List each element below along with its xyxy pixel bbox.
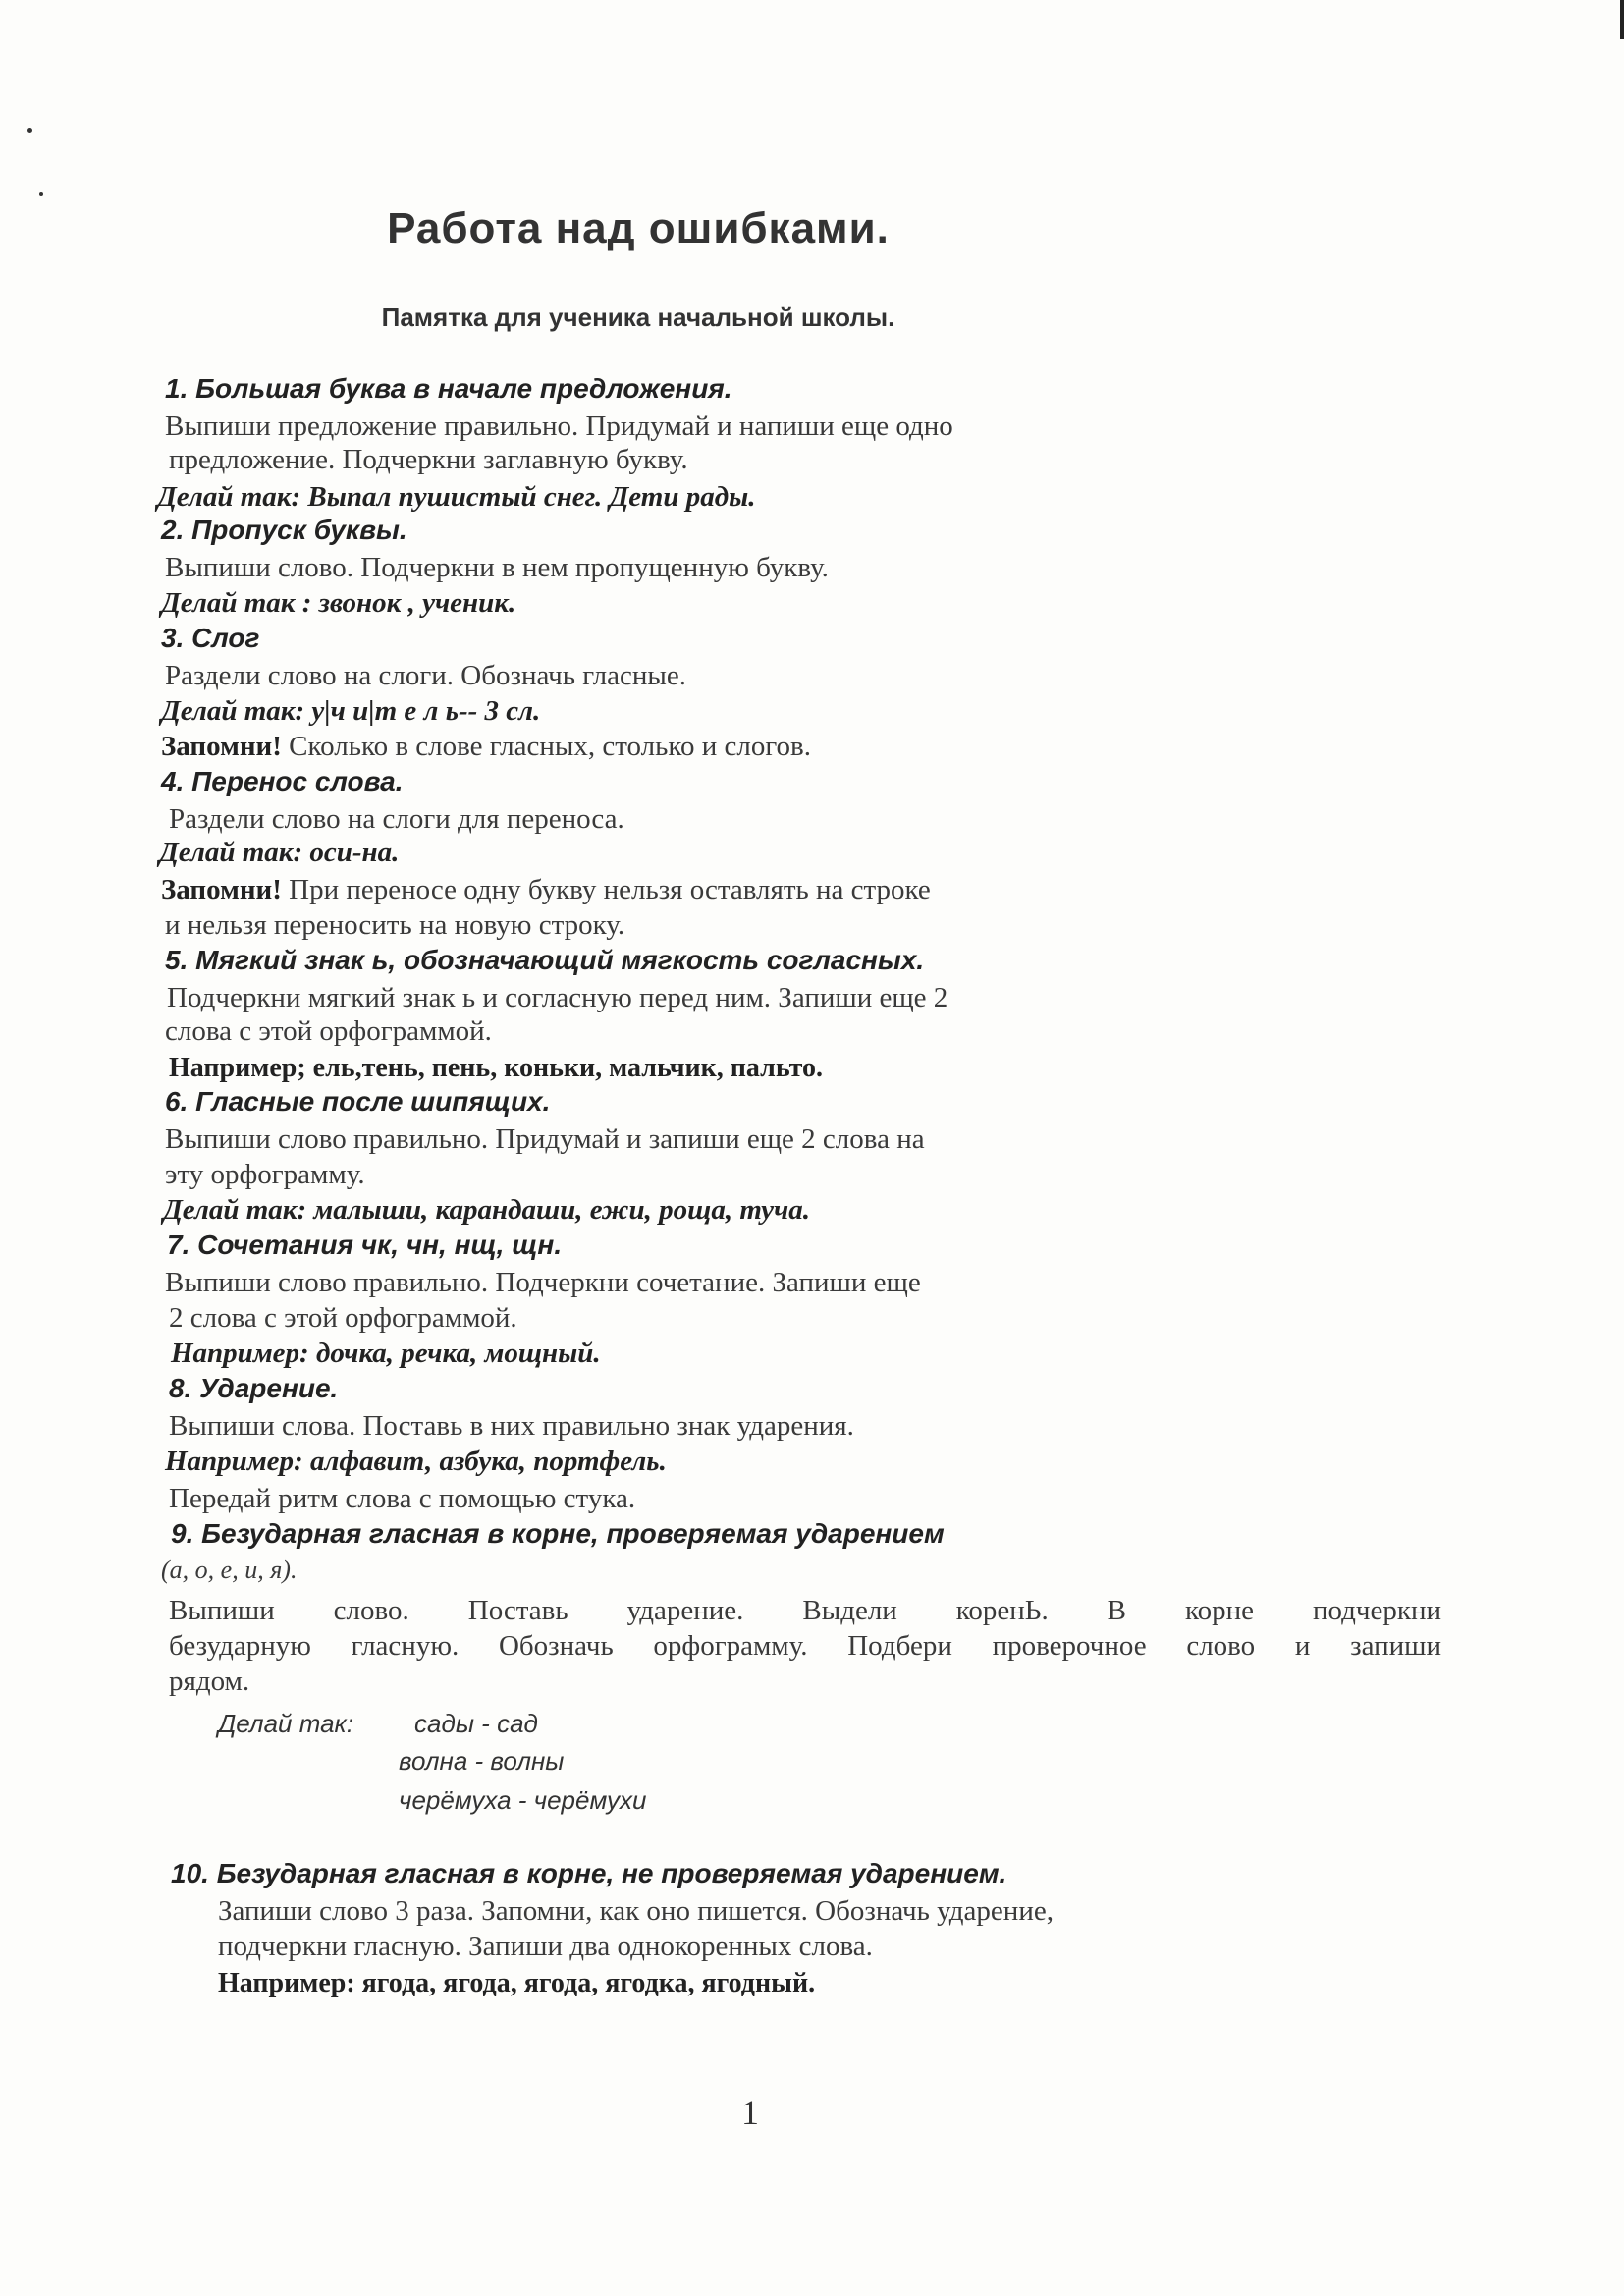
section-6-heading: 6. Гласные после шипящих.	[165, 1086, 551, 1117]
section-1-heading: 1. Большая буква в начале предложения.	[165, 373, 732, 404]
section-7-text: Выпиши слово правильно. Подчеркни сочетание. Запиши еще	[165, 1267, 921, 1298]
section-6-text: Выпиши слово правильно. Придумай и запиши еще 2 слова на	[165, 1123, 925, 1155]
section-7-text: 2 слова с этой орфограммой.	[169, 1302, 517, 1334]
section-4-text: Раздели слово на слоги для переноса.	[169, 803, 624, 835]
section-5-example: Например; ель,тень, пень, коньки, мальчик, пальто.	[169, 1053, 823, 1083]
page-subtitle: Памятка для ученика начальной школы.	[381, 302, 895, 332]
section-9-example-2: волна - волны	[399, 1746, 565, 1776]
page-number: 1	[741, 2093, 759, 2132]
section-9-paragraph: безударную гласную. Обозначь орфограмму. Подбери проверочное слово и запиши	[169, 1630, 1441, 1662]
section-4-example: Делай так: оси-на.	[159, 837, 400, 868]
section-10-text: подчеркни гласную. Запиши два однокоренных слова.	[218, 1931, 873, 1962]
scan-dot	[27, 128, 32, 133]
section-5-text: слова с этой орфограммой.	[165, 1015, 492, 1047]
note-text: Сколько в слове гласных, столько и слогов.	[281, 731, 811, 762]
section-10-text: Запиши слово 3 раза. Запомни, как оно пишется. Обозначь ударение,	[218, 1895, 1054, 1927]
section-10-heading: 10. Безударная гласная в корне, не проверяемая ударением.	[171, 1858, 1007, 1888]
section-6-example: Делай так: малыши, карандаши, ежи, роща, туча.	[163, 1194, 811, 1226]
note-label: Запомни!	[161, 731, 282, 762]
section-9-vowels: (а, о, е, и, я).	[161, 1556, 298, 1584]
section-3-text: Раздели слово на слоги. Обозначь гласные.	[165, 660, 686, 691]
section-4-heading: 4. Перенос слова.	[161, 766, 404, 796]
section-8-text: Выпиши слова. Поставь в них правильно знак ударения.	[169, 1410, 854, 1442]
page-title: Работа над ошибками.	[387, 204, 890, 252]
section-3-note	[161, 731, 811, 763]
section-8-heading: 8. Ударение.	[169, 1373, 339, 1403]
section-9-paragraph: Выпиши слово. Поставь ударение. Выдели коренЬ. В корне подчеркни	[169, 1595, 1441, 1626]
section-8-example: Например: алфавит, азбука, портфель.	[165, 1446, 667, 1477]
section-9-heading: 9. Безударная гласная в корне, проверяемая ударением	[171, 1518, 945, 1549]
section-2-example: Делай так : звонок , ученик.	[161, 587, 516, 619]
note-text: При переносе одну букву нельзя оставлять на строке	[281, 874, 931, 905]
section-2-heading: 2. Пропуск буквы.	[161, 515, 407, 545]
section-5-text: Подчеркни мягкий знак ь и согласную перед ним. Запиши еще 2	[167, 982, 948, 1013]
section-3-example: Делай так: у|ч и|т е л ь-- 3 сл.	[161, 695, 541, 727]
section-9-example-1: сады - сад	[414, 1709, 538, 1738]
section-5-heading: 5. Мягкий знак ь, обозначающий мягкость согласных.	[165, 945, 925, 975]
scan-dot	[39, 192, 43, 196]
section-7-example: Например: дочка, речка, мощный.	[171, 1338, 601, 1369]
section-9-paragraph: рядом.	[169, 1666, 250, 1697]
note-label: Запомни!	[161, 874, 282, 905]
section-10-example: Например: ягода, ягода, ягода, ягодка, ягодный.	[218, 1968, 816, 1998]
section-8-text: Передай ритм слова с помощью стука.	[169, 1483, 636, 1514]
section-6-text: эту орфограмму.	[165, 1159, 365, 1190]
section-4-note-cont: и нельзя переносить на новую строку.	[165, 909, 625, 941]
section-4-note	[161, 874, 931, 906]
section-3-heading: 3. Слог	[161, 623, 260, 653]
section-9-example-3: черёмуха - черёмухи	[399, 1785, 647, 1815]
section-2-text: Выпиши слово. Подчеркни в нем пропущенную букву.	[165, 552, 829, 583]
section-9-example-label: Делай так:	[218, 1709, 354, 1738]
section-1-text: Выпиши предложение правильно. Придумай и напиши еще одно	[165, 410, 953, 442]
section-1-example: Делай так: Выпал пушистый снег. Дети рады.	[157, 481, 756, 513]
section-1-text: предложение. Подчеркни заглавную букву.	[169, 444, 688, 475]
section-7-heading: 7. Сочетания чк, чн, нщ, щн.	[167, 1230, 563, 1260]
scan-edge-mark	[1620, 0, 1624, 39]
